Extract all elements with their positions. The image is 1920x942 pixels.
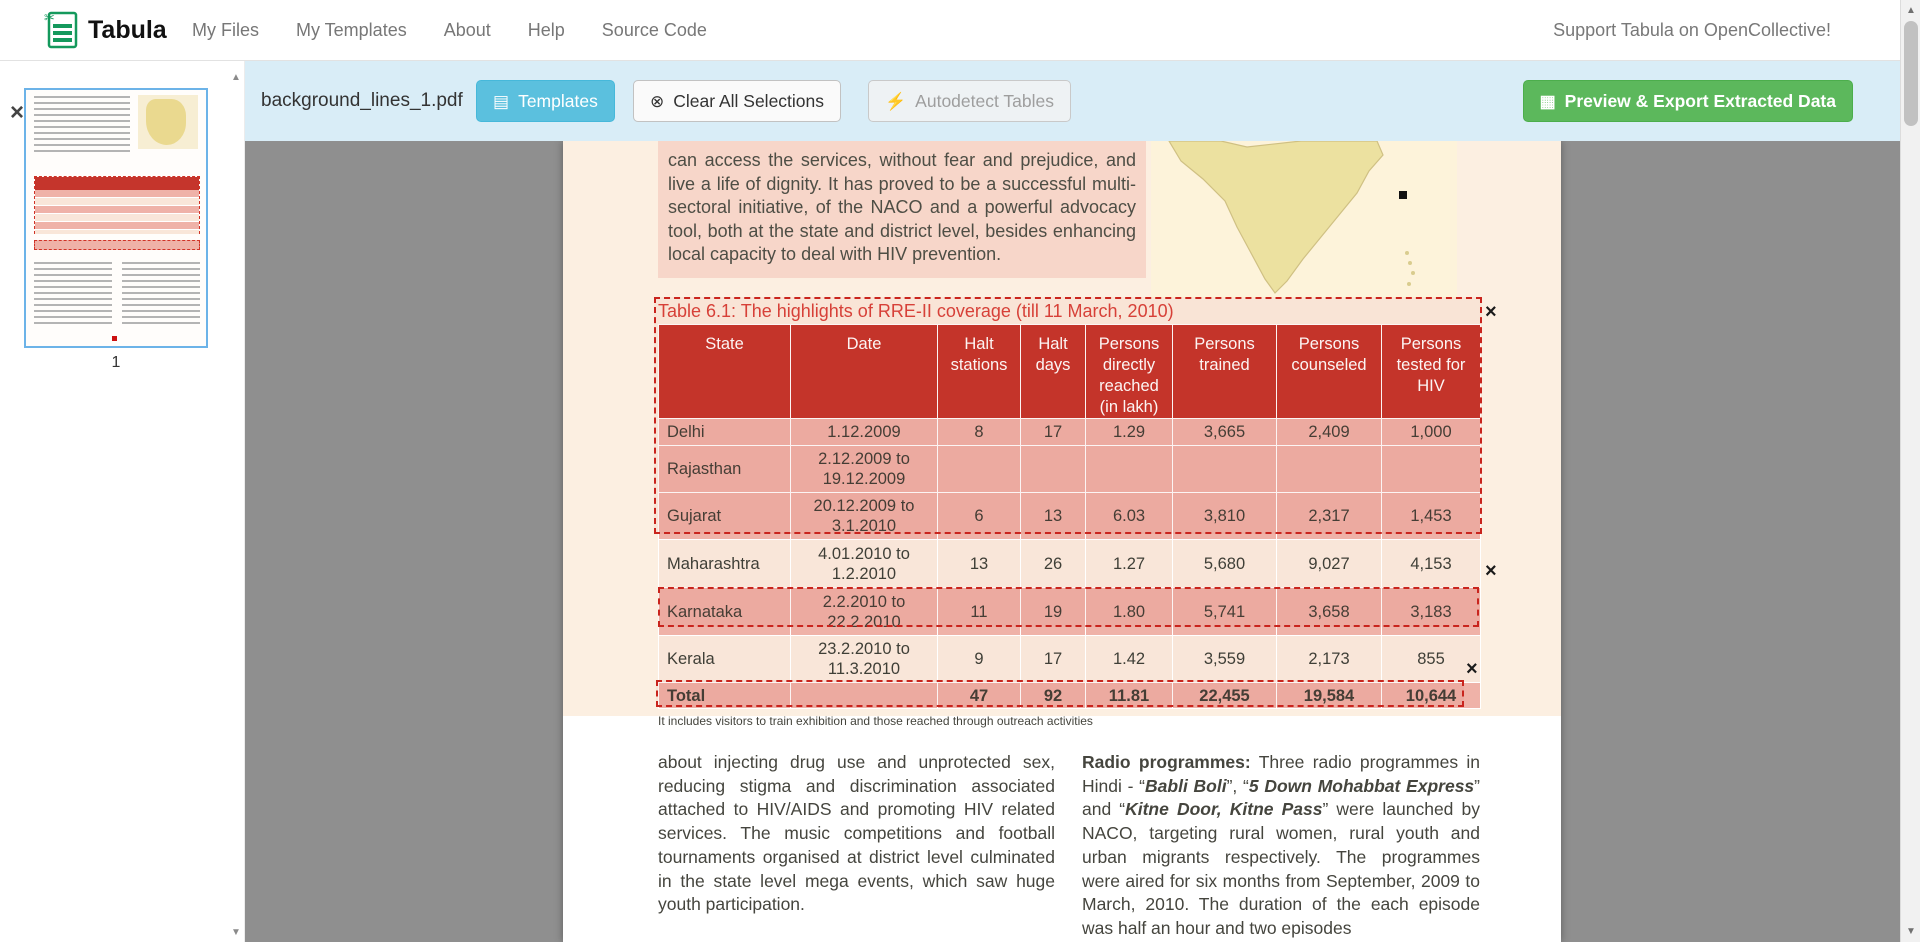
nav-my-files[interactable]: My Files xyxy=(192,20,259,40)
table-cell: 1.12.2009 xyxy=(791,419,938,446)
table-title: Table 6.1: The highlights of RRE-II coverage (till 11 March, 2010) xyxy=(658,301,1174,321)
column-header: Halt stations xyxy=(938,325,1021,419)
templates-icon: ▤ xyxy=(493,91,510,111)
table-cell: 2.2.2010 to 22.2.2010 xyxy=(791,588,938,636)
table-cell: 22,455 xyxy=(1173,683,1277,709)
table-row xyxy=(659,636,1481,683)
table-cell: 1.27 xyxy=(1086,540,1173,588)
table-cell: 23.2.2010 to 11.3.2010 xyxy=(791,636,938,683)
brand-title[interactable]: Tabula xyxy=(88,16,167,44)
close-file-icon[interactable]: × xyxy=(10,99,25,126)
table-selection-1[interactable] xyxy=(654,297,1482,534)
templates-button-label: Templates xyxy=(518,90,598,111)
preview-export-button[interactable] xyxy=(1523,80,1853,122)
pdf-page[interactable] xyxy=(563,141,1561,942)
table-cell: Maharashtra xyxy=(659,540,791,588)
table-cell: 19,584 xyxy=(1277,683,1382,709)
table-cell: 2,409 xyxy=(1277,419,1382,446)
nav-my-templates[interactable]: My Templates xyxy=(296,20,407,40)
thumb-text-col-left xyxy=(34,262,112,324)
table-cell: 47 xyxy=(938,683,1021,709)
export-table-icon: ▦ xyxy=(1539,91,1556,111)
thumb-selection-marker xyxy=(112,336,117,341)
column-header: State xyxy=(659,325,791,419)
scrollbar-up-icon[interactable]: ▲ xyxy=(1906,5,1916,16)
table-cell: 13 xyxy=(938,540,1021,588)
table-cell: 3,658 xyxy=(1277,588,1382,636)
navbar xyxy=(0,0,1920,61)
document-filename: background_lines_1.pdf xyxy=(261,90,463,111)
body-text-right-column xyxy=(1082,751,1480,941)
remove-selection-1-icon[interactable]: × xyxy=(1485,301,1497,323)
main-nav xyxy=(192,0,707,61)
table-cell: 3,183 xyxy=(1382,588,1481,636)
nav-help[interactable]: Help xyxy=(527,20,565,40)
svg-text:✂: ✂ xyxy=(44,10,55,25)
table-cell: 1.80 xyxy=(1086,588,1173,636)
templates-button[interactable] xyxy=(476,80,615,122)
clear-all-selections-button[interactable] xyxy=(633,80,841,122)
toolbar xyxy=(245,61,1900,141)
india-map xyxy=(1151,141,1457,298)
map-legend-marker xyxy=(1399,191,1407,199)
thumb-map xyxy=(138,95,198,149)
table-cell: 9 xyxy=(938,636,1021,683)
export-button-label: Preview & Export Extracted Data xyxy=(1564,90,1836,111)
sidebar-scroll-down-icon[interactable]: ▼ xyxy=(231,927,241,938)
page-thumbnail[interactable] xyxy=(24,88,208,348)
table-cell: 2.12.2009 to 19.12.2009 xyxy=(791,446,938,493)
thumb-table-selection xyxy=(34,176,200,234)
table-cell: 11.81 xyxy=(1086,683,1173,709)
table-cell: 9,027 xyxy=(1277,540,1382,588)
radio-programmes-lead: Radio programmes: xyxy=(1082,752,1251,772)
table-cell: Rajasthan xyxy=(659,446,791,493)
column-header: Persons directly reached (in lakh) xyxy=(1086,325,1173,419)
table-cell: Karnataka xyxy=(659,588,791,636)
clear-button-label: Clear All Selections xyxy=(673,90,825,111)
table-cell: 855 xyxy=(1382,636,1481,683)
clear-icon: ⊗ xyxy=(650,91,665,111)
table-selection-3[interactable] xyxy=(656,680,1464,707)
vertical-scrollbar[interactable] xyxy=(1900,0,1920,942)
thumbnail-page-number: 1 xyxy=(111,354,121,371)
scrollbar-down-icon[interactable]: ▼ xyxy=(1906,926,1916,937)
pdf-workspace xyxy=(245,141,1900,942)
table-cell: 17 xyxy=(1021,636,1086,683)
remove-selection-2-icon[interactable]: × xyxy=(1485,560,1497,582)
body-text-left-column: about injecting drug use and unprotected sex, reducing stigma and discrimination associated attached to HIV/AIDS and promoting HIV related services. The music competitions and football tournaments organised at district level culminated in the state level mega events, which saw huge youth participation. xyxy=(658,752,1055,915)
autodetect-tables-button[interactable] xyxy=(868,80,1071,122)
tabula-logo[interactable] xyxy=(42,10,82,50)
table-row xyxy=(659,540,1481,588)
nav-source-code[interactable]: Source Code xyxy=(601,20,707,40)
table-cell: 19 xyxy=(1021,588,1086,636)
text-segment: ” and “ xyxy=(1082,775,1480,820)
table-cell: Kerala xyxy=(659,636,791,683)
table-cell: 2,173 xyxy=(1277,636,1382,683)
autodetect-icon: ⚡ xyxy=(885,91,907,111)
table-cell: 3,810 xyxy=(1173,493,1277,540)
table-cell: 10,644 xyxy=(1382,683,1481,709)
text-segment: ”, “ xyxy=(1226,775,1249,796)
table-cell: 13 xyxy=(1021,493,1086,540)
thumb-text-col-right xyxy=(122,262,200,324)
table-cell: 92 xyxy=(1021,683,1086,709)
table-cell: 26 xyxy=(1021,540,1086,588)
table-cell: 11 xyxy=(938,588,1021,636)
programme-title: Kitne Door, Kitne Pass xyxy=(1125,799,1323,820)
table-cell: Gujarat xyxy=(659,493,791,540)
column-header: Persons trained xyxy=(1173,325,1277,419)
thumb-selection xyxy=(34,240,200,250)
table-cell: 1.29 xyxy=(1086,419,1173,446)
table-cell: 20.12.2009 to 3.1.2010 xyxy=(791,493,938,540)
table-cell: 3,665 xyxy=(1173,419,1277,446)
table-cell: 5,741 xyxy=(1173,588,1277,636)
scrollbar-thumb[interactable] xyxy=(1904,21,1918,126)
table-cell: 8 xyxy=(938,419,1021,446)
table-cell: 6.03 xyxy=(1086,493,1173,540)
table-cell: Delhi xyxy=(659,419,791,446)
table-cell: 1,453 xyxy=(1382,493,1481,540)
table-footnote: It includes visitors to train exhibition and those reached through outreach activities xyxy=(658,714,1093,728)
text-segment: Three radio programmes in Hindi - “ xyxy=(1082,752,1481,796)
programme-title: Babli Boli xyxy=(1145,775,1227,796)
thumbnail-sidebar xyxy=(0,61,245,942)
column-header: Persons counseled xyxy=(1277,325,1382,419)
table-cell: 5,680 xyxy=(1173,540,1277,588)
column-header: Date xyxy=(791,325,938,419)
table-cell: 2,317 xyxy=(1277,493,1382,540)
autodetect-button-label: Autodetect Tables xyxy=(915,90,1054,111)
remove-selection-3-icon[interactable]: × xyxy=(1466,658,1478,680)
table-cell: 4.01.2010 to 1.2.2010 xyxy=(791,540,938,588)
column-header: Persons tested for HIV xyxy=(1382,325,1481,419)
thumb-text-block xyxy=(34,96,130,152)
table-cell: 1.42 xyxy=(1086,636,1173,683)
support-link[interactable]: Support Tabula on OpenCollective! xyxy=(1553,20,1831,40)
intro-paragraph: can access the services, without fear and prejudice, and live a life of dignity. It has proved to be a successful multi-sectoral initiative, of the NACO and a powerful advocacy tool, both at the state and district level, besides enhancing local capacity to deal with HIV prevention. xyxy=(658,141,1146,278)
text-segment: ” were launched by NACO, targeting rural women, rural youth and urban migrants respectively. The programmes were aired for six months from September, 2009 to March, 2010. The duration of the each episode was half an hour and two episodes xyxy=(1082,799,1480,938)
table-cell: 17 xyxy=(1021,419,1086,446)
column-header: Halt days xyxy=(1021,325,1086,419)
nav-about[interactable]: About xyxy=(443,20,491,40)
programme-title: 5 Down Mohabbat Express xyxy=(1248,775,1475,796)
table-cell: 4,153 xyxy=(1382,540,1481,588)
table-cell: Total xyxy=(659,683,791,709)
table-cell: 3,559 xyxy=(1173,636,1277,683)
sidebar-scroll-up-icon[interactable]: ▲ xyxy=(231,72,241,83)
table-selection-2[interactable] xyxy=(658,587,1479,627)
table-cell: 1,000 xyxy=(1382,419,1481,446)
table-cell: 6 xyxy=(938,493,1021,540)
